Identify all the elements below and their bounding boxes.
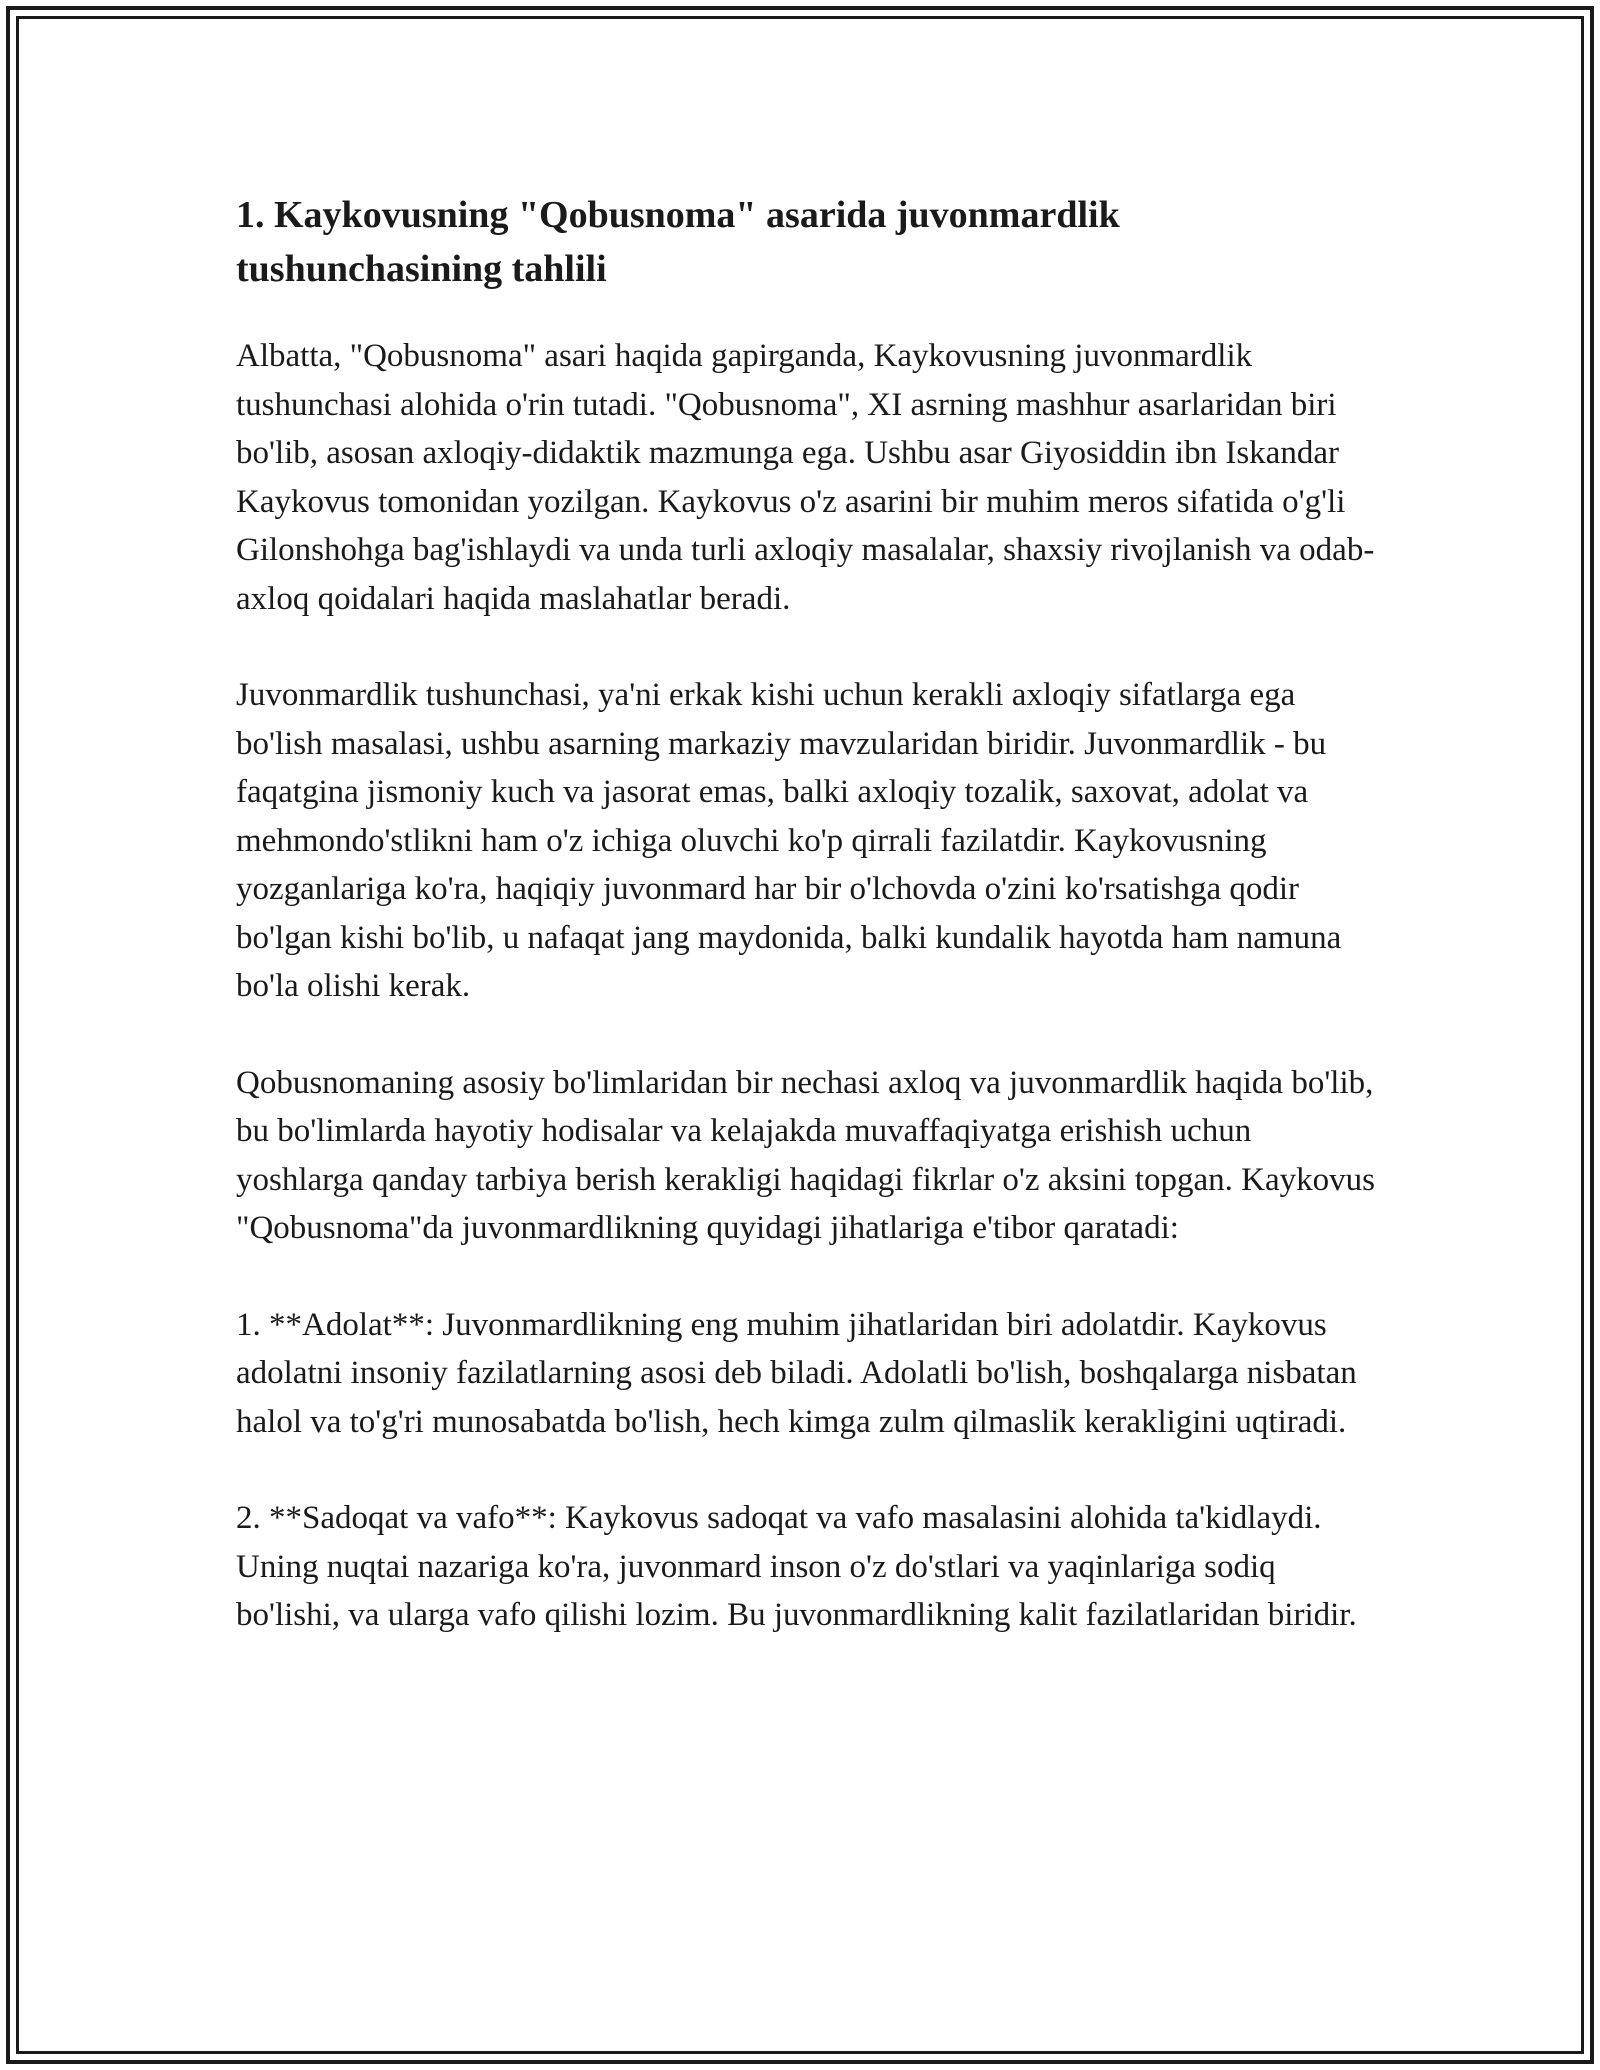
document-body — [236, 188, 1376, 1688]
paragraph-sections: Qobusnomaning asosiy bo'limlaridan bir nechasi axloq va juvonmardlik haqida bo'lib, bu bo'limlarda hayotiy hodisalar va kelajakda muvaffaqiyatga erishish uchun yoshlarga qanday tarbiya berish kerakligi haqidagi fikrlar o'z aksini topgan. Kaykovus "Qobusnoma"da juvonmardlikning quyidagi jihatlariga e'tibor qaratadi: — [236, 1064, 1375, 1246]
list-item-sadoqat: 2. **Sadoqat va vafo**: Kaykovus sadoqat va vafo masalasini alohida ta'kidlaydi. Uning nuqtai nazariga ko'ra, juvonmard inson o'z do'stlari va yaqinlariga sodiq bo'lishi, va ularga vafo qilishi lozim. Bu juvonmardlikning kalit fazilatlaridan biridir. — [236, 1500, 1357, 1633]
document-title: 1. Kaykovusning "Qobusnoma" asarida juvonmardlik tushunchasining tahlili — [236, 194, 1120, 290]
paragraph-juvonmardlik: Juvonmardlik tushunchasi, ya'ni erkak kishi uchun kerakli axloqiy sifatlarga ega bo'lish masalasi, ushbu asarning markaziy mavzularidan biridir. Juvonmardlik - bu faqatgina jismoniy kuch va jasorat emas, balki axloqiy tozalik, saxovat, adolat va mehmondo'stlikni ham o'z ichiga oluvchi ko'p qirrali fazilatdir. Kaykovusning yozganlariga ko'ra, haqiqiy juvonmard har bir o'lchovda o'zini ko'rsatishga qodir bo'lgan kishi bo'lib, u nafaqat jang maydonida, balki kundalik hayotda ham namuna bo'la olishi kerak. — [236, 677, 1342, 1004]
paragraph-intro: Albatta, "Qobusnoma" asari haqida gapirganda, Kaykovusning juvonmardlik tushunchasi alohida o'rin tutadi. "Qobusnoma", XI asrning mashhur asarlaridan biri bo'lib, asosan axloqiy-didaktik mazmunga ega. Ushbu asar Giyosiddin ibn Iskandar Kaykovus tomonidan yozilgan. Kaykovus o'z asarini bir muhim meros sifatida o'g'li Gilonshohga bag'ishlaydi va unda turli axloqiy masalalar, shaxsiy rivojlanish va odab-axloq qoidalari haqida maslahatlar beradi. — [236, 338, 1375, 617]
list-item-adolat: 1. **Adolat**: Juvonmardlikning eng muhim jihatlaridan biri adolatdir. Kaykovus adolatni insoniy fazilatlarning asosi deb biladi. Adolatli bo'lish, boshqalarga nisbatan halol va to'g'ri munosabatda bo'lish, hech kimga zulm qilmaslik kerakligini uqtiradi. — [236, 1306, 1357, 1440]
